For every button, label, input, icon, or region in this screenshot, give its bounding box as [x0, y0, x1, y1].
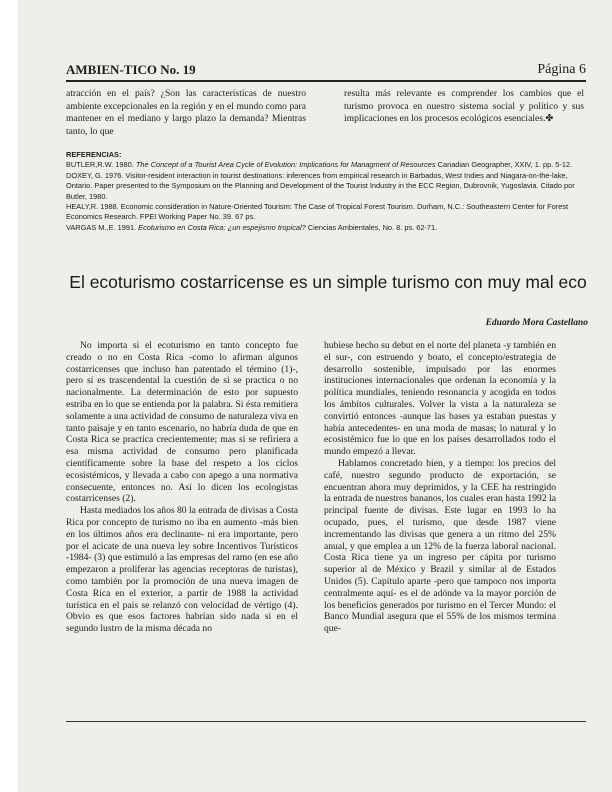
article-paragraph: hubiese hecho su debut en el norte del planeta -y también en el sur-, con estruendo y boato, el concepto/estrategia de desarrollo sostenible, impulsado por las enormes instituciones internacionales que ordenan la economía y la política mundiales, teniendo resonancia y acogida en todos los ámbitos culturales. Volver la vista a la naturaleza se convirtió entonces -aunque las bases ya estaban puestas y había antecedentes- en una moda de masas; lo natural y lo ecosistémico fue lo que en los países desarrollados todo el mundo empezó a llevar.	[324, 340, 556, 458]
page-number: Página 6	[537, 62, 586, 77]
previous-article-left-column	[66, 88, 306, 138]
article-title: El ecoturismo costarricense es un simple turismo con muy mal eco	[69, 272, 587, 292]
page-header	[66, 62, 586, 82]
previous-article-right-text: resulta más relevante es comprender los cambios que el turismo provoca en nuestro sistema social y político y sus implicaciones en los procesos ecológicos esenciales.✤	[344, 88, 584, 124]
document-page	[18, 0, 612, 792]
references-heading: REFERENCIAS:	[66, 150, 122, 159]
article-left-column	[66, 340, 298, 635]
article-paragraph: Hablamos concretado bien, y a tiempo: los precios del café, nuestro segundo producto de exportación, se encuentran ahora muy deprimidos, y la CEE ha restringido la entrada de nuestros bananos, los cuales eran hasta 1992 la principal fuente de divisas. Este lugar en 1993 lo ha ocupado, pues, el turismo, que desde 1987 viene incrementando las divisas que genera a un ritmo del 25% anual, y que emplea a un 12% de la fuerza laboral nacional. Costa Rica tiene ya un ingreso per cápita por turismo superior al de México y Brazil y similar al de Estados Unidos (5). Capítulo aparte -pero que tampoco nos importa centralmente aquí- es el de adónde va la mayor porción de los beneficios generados por turismo en el Tercer Mundo: el Banco Mundial asegura que el 55% de los mismos termina que-	[324, 457, 556, 635]
article-right-column	[324, 340, 556, 635]
footer-rule	[66, 721, 586, 722]
reference-item: BUTLER,R.W. 1980. The Concept of a Tourist Area Cycle of Evolution: Implications for Managment of Resources Canadian Geographer, XXIV, 1. pp. 5-12.	[66, 160, 573, 170]
previous-article-ending	[66, 88, 586, 136]
journal-issue: AMBIEN-TICO No. 19	[66, 62, 196, 77]
article-paragraph: Hasta mediados los años 80 la entrada de divisas a Costa Rica por concepto de turismo no iba en aumento -más bien en los últimos años era declinante- ni era importante, pero por el acicate de una nueva ley sobre Incentivos Turísticos -1984- (3) que estimuló a las empresas del ramo (en ese año empezaron a proliferar las agencias receptoras de turistas), como también por la promoción de una nueva imagen de Costa Rica en el exterior, a partir de 1988 la actividad turística en el país se relanzó con velocidad de vértigo (4). Obvio es que esos factores habrían sido nada si en el segundo lustro de la misma década no	[66, 505, 298, 635]
previous-article-left-text: atracción en el país? ¿Son las características de nuestro ambiente excepcionales en la región y en el mundo como para mantener en el mediano y largo plazo la demanda? Mientras tanto, lo que	[66, 88, 306, 137]
references-section	[66, 150, 586, 233]
reference-item: HEALY,R. 1988. Economic consideration in Nature-Oriented Tourism: The Case of Tropical Forest Tourism. Durham, N.C.: Southeastern Center for Forest Economics Research. FPEI Working Paper No. 39. 67 ps.	[66, 202, 569, 222]
article-paragraph: No importa si el ecoturismo en tanto concepto fue creado o no en Costa Rica -como lo afirman algunos costarricenses que incluso han patentado el término (1)-, pero sí es trascendental la cuestión de si se practica o no nacionalmente. La determinación de esto por supuesto estriba en lo que se entienda por la palabra. Si ésta remitiera solamente a una actividad de consumo de naturaleza viva en tanto paisaje y en tanto escenario, no habría duda de que en Costa Rica se practica crecientemente; mas si se refiriera a esa misma actividad de consumo pero planificada científicamente sobre la base del respeto a los ciclos ecosistémicos, y llevada a cabo con apego a una normativa consecuente, entonces no. Así lo dicen los ecologistas costarricenses (2).	[66, 340, 298, 505]
reference-item: VARGAS M.,E. 1991. Ecoturismo en Costa Rica: ¿un espejismo tropical? Ciencias Ambientales, No. 8. ps. 62-71.	[66, 222, 438, 232]
article-author: Eduardo Mora Castellano	[485, 318, 588, 328]
header-rule	[66, 80, 586, 82]
reference-item: DOXEY, G. 1976. Visitor-resident interaction in tourist destinations: inferences from empirical research in Barbados, West Indies and Niagara-on-the-lake, Ontario. Paper presented to the Symposium on the Planning and Development of the Tourist Industry in the ECC Region, Dubrovnik, Yugoslavia. Citado por Butler, 1980.	[66, 170, 575, 201]
previous-article-right-column	[344, 88, 584, 126]
article-body	[66, 340, 586, 714]
